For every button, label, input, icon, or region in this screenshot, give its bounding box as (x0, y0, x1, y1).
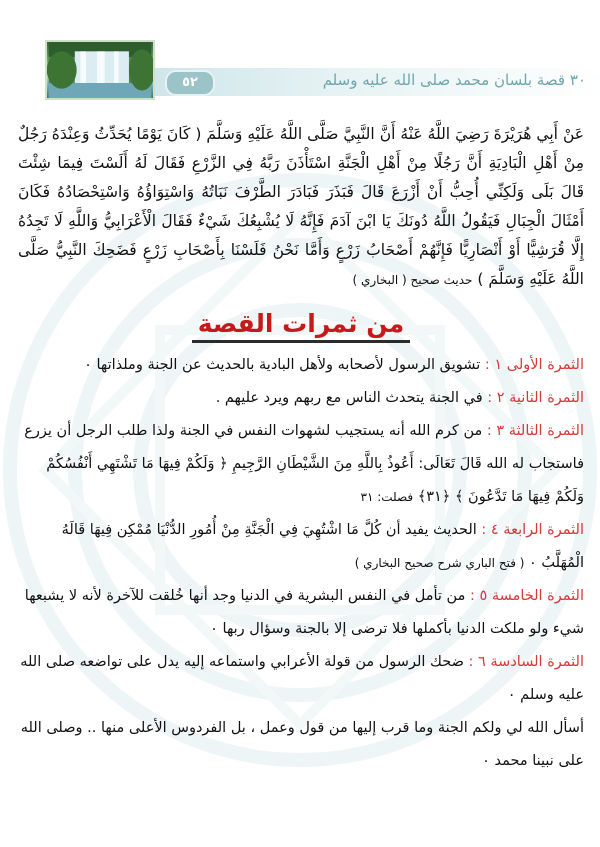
fruit-text: من تأمل في النفس البشرية في الدنيا وجد أنها خُلقت للآخرة لأنه لا يشبعها شيء ولو ملكت الدنيا بأكملها فلا ترضى إلا بالجنة وسؤال ربها ٠ (24, 588, 584, 637)
fruit-label: الثمرة الثالثة ٣ : (486, 423, 584, 439)
fruit-item-4 (18, 514, 584, 580)
verse-intro: قَالَ تَعَالَى: أَعُوذُ بِاللَّهِ مِنَ الشَّيْطَانِ الرَّجِيمِ (232, 456, 482, 472)
fruit-item-5 (18, 580, 584, 646)
fruit-item-6 (18, 646, 584, 712)
fruit-item-2 (18, 382, 584, 415)
fruit-label: الثمرة الأولى ١ : (484, 357, 584, 373)
page-content (18, 120, 584, 778)
page-header (0, 40, 600, 100)
fruit-label: الثمرة الثانية ٢ : (487, 390, 584, 406)
fruit-text: من كرم الله أنه يستجيب لشهوات النفس في الجنة ولذا طلب الرجل أن يزرع فاستجاب له الله (24, 423, 584, 472)
fruit-label: الثمرة السادسة ٦ : (468, 654, 584, 670)
fruit-text: تشويق الرسول لأصحابه ولأهل البادية بالحديث عن الجنة وملذاتها ٠ (84, 357, 481, 373)
waterfall-image (47, 42, 153, 98)
verse-reference: فصلت: ٣١ (360, 490, 414, 504)
fruit-item-3 (18, 415, 584, 514)
fruit-label: الثمرة الخامسة ٥ : (469, 588, 584, 604)
fruit-text: في الجنة يتحدث الناس مع ربهم ويرد عليهم . (215, 390, 483, 406)
fruit-text: ضحك الرسول من قولة الأعرابي واستماعه إليه يدل على تواضعه صلى الله عليه وسلم ٠ (20, 654, 584, 703)
quran-verse: ﴿ وَلَكُمْ فِيهَا مَا تَشْتَهِي أَنْفُسُكُمْ وَلَكُمْ فِيهَا مَا تَدَّعُونَ ﴾ ﴿٣١﴾ (46, 456, 584, 505)
waterfall-photo (45, 40, 155, 100)
fruit-source: ( فتح الباري شرح صحيح البخاري ) (354, 556, 525, 570)
fruit-item-1 (18, 349, 584, 382)
section-title: من ثمرات القصة (192, 309, 411, 343)
book-title: ٣٠ قصة بلسان محمد صلى الله عليه وسلم (322, 71, 586, 89)
page-number-badge (165, 70, 215, 96)
section-heading (18, 309, 584, 343)
hadith-paragraph (18, 120, 584, 295)
hadith-reference: حديث صحيح ( البخاري ) (352, 273, 473, 287)
fruit-text: الحديث يفيد أن كُلَّ مَا اشْتُهِيَ فِي الْجَنَّةِ مِنْ أُمُورِ الدُّنْيَا مُمْكِن فِيهَا قَالَهُ الْمُهَلَّبُ ٠ (61, 522, 584, 571)
closing-prayer: أسأل الله لي ولكم الجنة وما قرب إليها من قول وعمل ، بل الفردوس الأعلى منها .. وصلى الله على نبينا محمد ٠ (20, 720, 584, 769)
hadith-text: عَنْ أَبِي هُرَيْرَةَ رَضِيَ اللَّهُ عَنْهُ أَنَّ النَّبِيَّ صَلَّى اللَّهُ عَلَيْهِ وَسَلَّمَ ( كَانَ يَوْمًا يُحَدِّثُ وَعِنْدَهُ رَجُلٌ مِنْ أَهْلِ الْبَادِيَةِ أَنَّ رَجُلًا مِنْ أَهْلِ الْجَنَّةِ اسْتَأْذَنَ رَبَّهُ فِي الزَّرْعِ فَقَالَ لَهُ أَلَسْتَ فِيمَا شِئْتَ قَالَ بَلَى وَلَكِنِّي أُحِبُّ أَنْ أَزْرَعَ قَالَ فَبَذَرَ فَبَادَرَ الطَّرْفَ نَبَاتُهُ وَاسْتِوَاؤُهُ وَاسْتِحْصَادُهُ فَكَانَ أَمْثَالَ الْجِبَالِ فَيَقُولُ اللَّهُ دُونَكَ يَا ابْنَ آدَمَ فَإِنَّهُ لَا يُشْبِعُكَ شَيْءٌ فَقَالَ الْأَعْرَابِيُّ وَاللَّهِ لَا تَجِدُهُ إِلَّا قُرَشِيًّا أَوْ أَنْصَارِيًّا فَإِنَّهُمْ أَصْحَابُ زَرْعٍ وَأَمَّا نَحْنُ فَلَسْنَا بِأَصْحَابِ زَرْعٍ فَضَحِكَ النَّبِيُّ صَلَّى اللَّهُ عَلَيْهِ وَسَلَّمَ ) (18, 125, 584, 288)
fruit-label: الثمرة الرابعة ٤ : (481, 522, 584, 538)
page-number: ٥٢ (182, 75, 198, 90)
